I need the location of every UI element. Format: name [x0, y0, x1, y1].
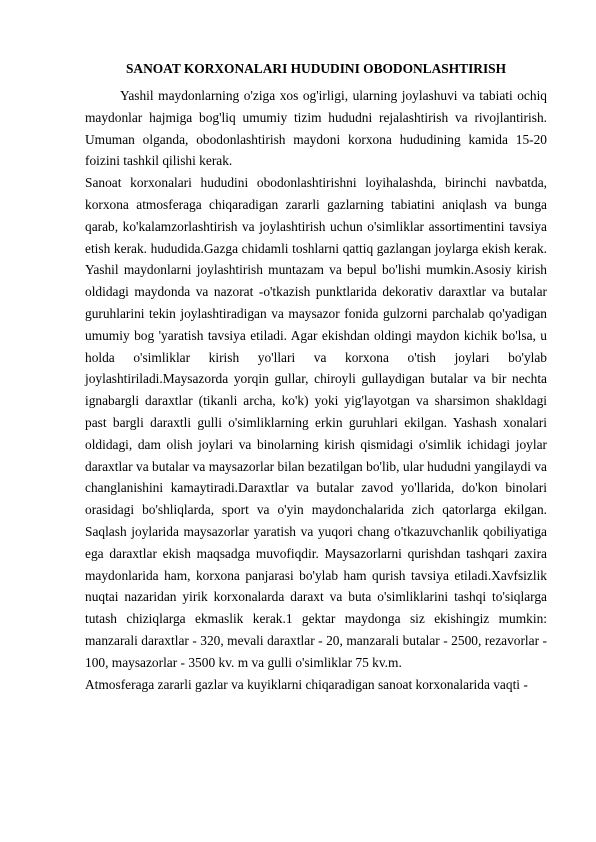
document-title: SANOAT KORXONALARI HUDUDINI OBODONLASHTIRISH — [125, 61, 507, 76]
paragraph-intro: Yashil maydonlarning o'ziga xos og'irligi, ularning joylashuvi va tabiati ochiq maydonlar hajmiga bog'liq umumiy tizim hududni rejalashtirish va rivojlantirish. Umuman olganda, obodonlashtirish maydoni korxona hududining kamida 15-20 foizini tashkil qilishi kerak. — [85, 88, 547, 169]
document-page — [85, 58, 547, 695]
paragraph-continued: Atmosferaga zararli gazlar va kuyiklarni chiqaradigan sanoat korxonalarida vaqti - — [85, 676, 528, 692]
paragraph-main: Sanoat korxonalari hududini obodonlashtirishni loyihalashda, birinchi navbatda, korxona atmosferaga chiqaradigan zararli gazlarning tabiatini aniqlash va bunga qarab, ko'kalamzorlashtirish va joylashtirish uchun o'simliklar assortimentini tavsiya etish kerak. hududida.Gazga chidamli toshlarni qattiq gazlangan joylarga ekish kerak. Yashil maydonlarni joylashtirish muntazam va bepul bo'lishi mumkin.Asosiy kirish oldidagi maydonda va nazorat -o'tkazish punktlarida dekorativ daraxtlar va butalar guruhlarini tekin joylashtiradigan va maysazor fonida gulzorni parchalab qo'yadigan umumiy bog 'yaratish tavsiya etiladi. Agar ekishdan oldingi maydon kichik bo'lsa, u holda o'simliklar kirish yo'llari va korxona o'tish joylari bo'ylab joylashtiriladi.Maysazorda yorqin gullar, chiroyli gullaydigan butalar va bir nechta ignabargli daraxtlar (tikanli archa, ko'k) yoki yig'layotgan va sharsimon shakldagi past bargli daraxtli gulli o'simliklarning erkin guruhlari ekilgan. Yashash xonalari oldidagi, dam olish joylari va binolarning kirish qismidagi o'simlik ichidagi joylar daraxtlar va butalar va maysazorlar bilan bezatilgan bo'lib, ular hududni yangilaydi va changlanishini kamaytiradi.Daraxtlar va butalar zavod yo'llarida, do'kon binolari orasidagi bo'shliqlarda, sport va o'yin maydonchalarida zich qatorlarga ekilgan. Saqlash joylarida maysazorlar yaratish va yuqori chang o'tkazuvchanlik qobiliyatiga ega daraxtlar ekish maqsadga muvofiqdir. Maysazorlarni qurishdan tashqari zaxira maydonlarida ham, korxona panjarasi bo'ylab ham qurish tavsiya etiladi.Xavfsizlik nuqtai nazaridan yirik korxonalarda daraxt va buta o'simliklarini tashqi to'siqlarga tutash chiziqlarga ekmaslik kerak.1 gektar maydonga siz ekishingiz mumkin: manzarali daraxtlar - 320, mevali daraxtlar - 20, manzarali butalar - 2500, rezavorlar - 100, maysazorlar - 3500 kv. m va gulli o'simliklar 75 kv.m. — [85, 175, 547, 670]
